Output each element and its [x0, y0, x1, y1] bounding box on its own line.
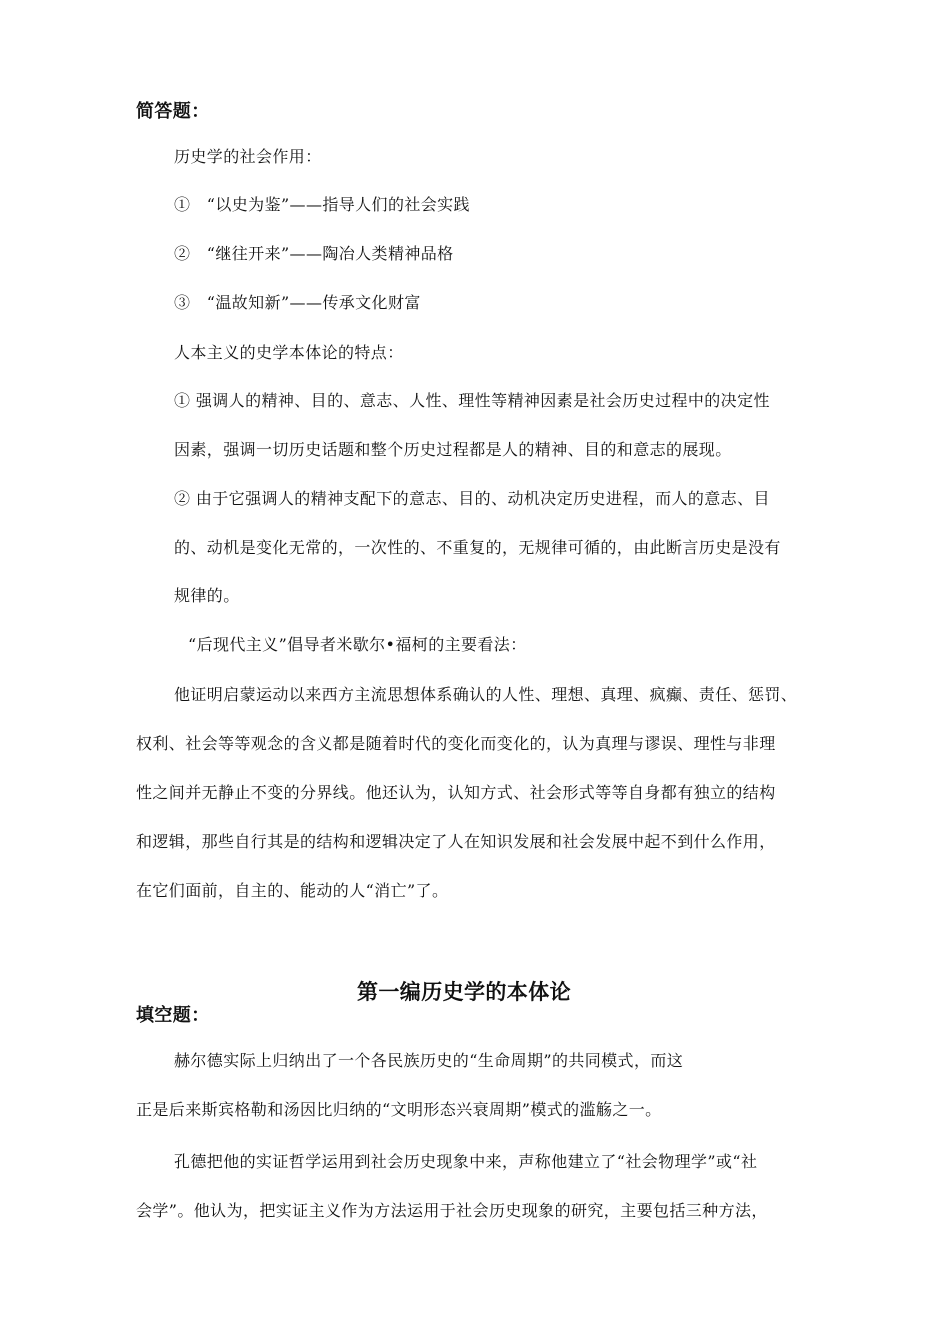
paragraph-line: 和逻辑，那些自行其是的结构和逻辑决定了人在知识发展和社会发展中起不到什么作用，: [136, 832, 776, 851]
list-item: ② “继往开来”——陶冶人类精神品格: [174, 244, 454, 263]
paragraph-line: 性之间并无静止不变的分界线。他还认为，认知方式、社会形式等等自身都有独立的结构: [136, 783, 776, 802]
chapter-title: 第一编历史学的本体论: [357, 980, 571, 1004]
list-item: ③ “温故知新”——传承文化财富: [174, 293, 421, 312]
paragraph-line: 权利、社会等等观念的含义都是随着时代的变化而变化的，认为真理与谬误、理性与非理: [136, 734, 776, 753]
list-item: ① “以史为鉴”——指导人们的社会实践: [174, 195, 470, 214]
section-heading-fill-blank: 填空题：: [136, 1005, 210, 1026]
question-title-foucault: “后现代主义”倡导者米歇尔•福柯的主要看法：: [188, 635, 527, 654]
paragraph-line: ① 强调人的精神、目的、意志、人性、理性等精神因素是社会历史过程中的决定性: [174, 391, 770, 410]
question-title-social-role: 历史学的社会作用：: [174, 147, 322, 166]
paragraph-line: 会学”。他认为，把实证主义作为方法运用于社会历史现象的研究，主要包括三种方法，: [136, 1201, 768, 1220]
paragraph-line: 在它们面前，自主的、能动的人“消亡”了。: [136, 881, 449, 900]
paragraph-line: 因素，强调一切历史话题和整个历史过程都是人的精神、目的和意志的展现。: [174, 440, 732, 459]
paragraph-line: ② 由于它强调人的精神支配下的意志、目的、动机决定历史进程，而人的意志、目: [174, 489, 770, 508]
paragraph-line: 的、动机是变化无常的，一次性的、不重复的，无规律可循的，由此断言历史是没有: [174, 538, 781, 557]
section-heading-short-answer: 简答题：: [136, 101, 210, 122]
paragraph-line: 规律的。: [174, 586, 240, 605]
question-title-humanism: 人本主义的史学本体论的特点：: [174, 343, 404, 362]
paragraph-line: 他证明启蒙运动以来西方主流思想体系确认的人性、理想、真理、疯癫、责任、惩罚、: [174, 685, 798, 704]
paragraph-line: 赫尔德实际上归纳出了一个各民族历史的“生命周期”的共同模式，而这: [174, 1051, 684, 1070]
paragraph-line: 正是后来斯宾格勒和汤因比归纳的“文明形态兴衰周期”模式的滥觞之一。: [136, 1100, 662, 1119]
paragraph-line: 孔德把他的实证哲学运用到社会历史现象中来，声称他建立了“社会物理学”或“社: [174, 1152, 758, 1171]
